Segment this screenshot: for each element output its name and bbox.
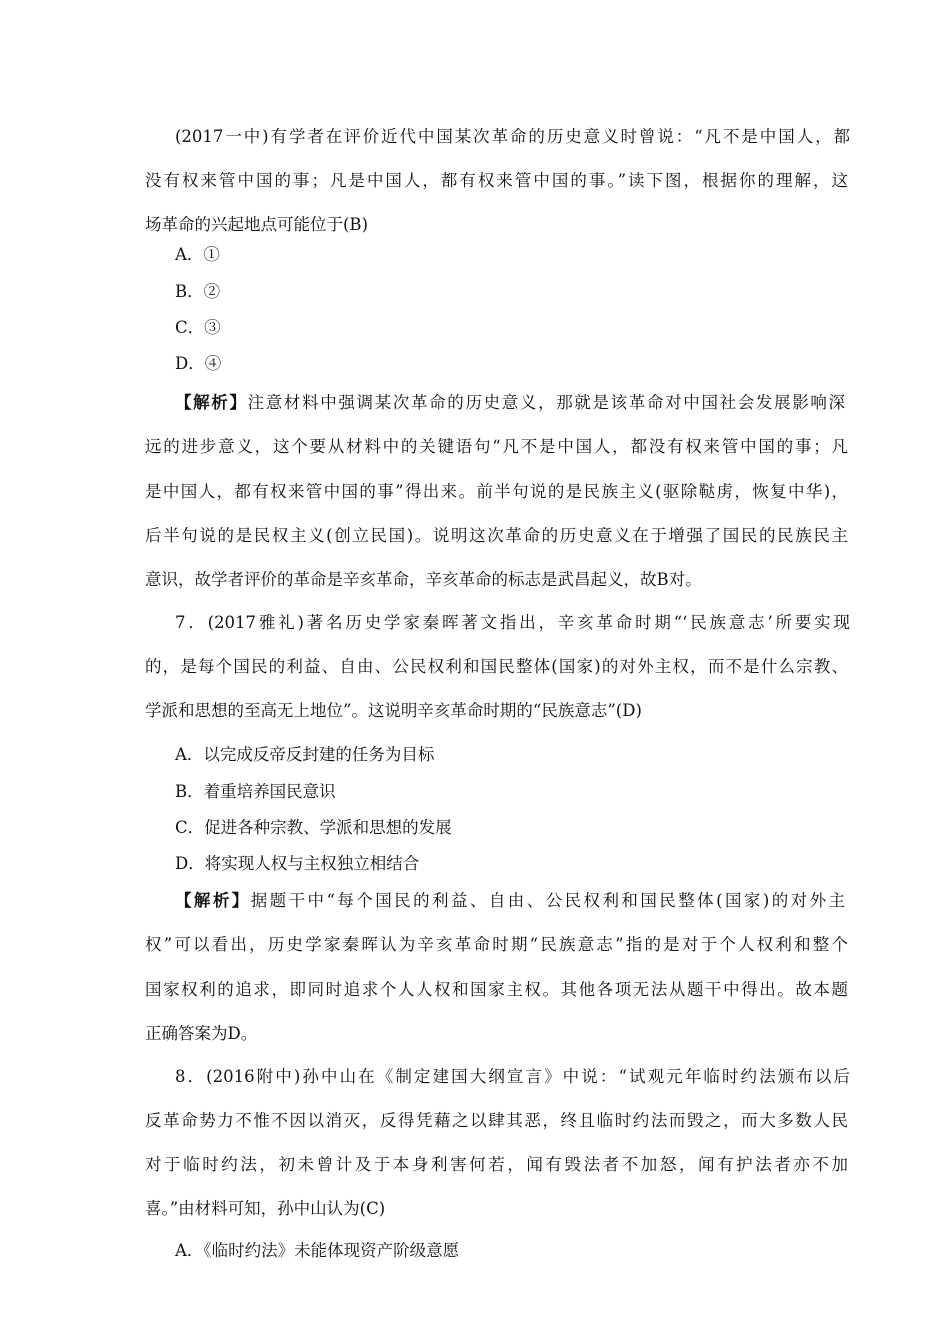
- q6-analysis-line-5: 意识，故学者评价的革命是辛亥革命，辛亥革命的标志是武昌起义，故B对。: [145, 570, 702, 589]
- q7-option-b: B．着重培养国民意识: [175, 782, 336, 801]
- q8-stem-line-2: 反革命势力不惟不因以消灭，反得凭藉之以肆其恶，终且临时约法而毁之，而大多数人民: [145, 1111, 848, 1130]
- q6-analysis-line-4: 后半句说的是民权主义(创立民国)。说明这次革命的历史意义在于增强了国民的民族民主: [145, 526, 848, 545]
- analysis-tag: 【解析】: [175, 891, 251, 910]
- q7-option-a: A．以完成反帝反封建的任务为目标: [175, 745, 435, 764]
- analysis-tag: 【解析】: [175, 393, 248, 412]
- q6-analysis-line-2: 远的进步意义，这个要从材料中的关键语句“凡不是中国人，都没有权来管中国的事；凡: [145, 437, 848, 456]
- q7-option-d: D．将实现人权与主权独立相结合: [175, 854, 420, 873]
- q6-analysis-line-3: 是中国人，都有权来管中国的事”得出来。前半句说的是民族主义(驱除鞑虏，恢复中华)，: [145, 482, 848, 501]
- q6-option-b: B．②: [175, 282, 221, 301]
- q8-stem-line-3: 对于临时约法，初未曾计及于本身利害何若，闻有毁法者不加怒，闻有护法者亦不加: [145, 1155, 848, 1174]
- q6-stem-line-2: 没有权来管中国的事；凡是中国人，都有权来管中国的事。”读下图，根据你的理解，这: [145, 171, 848, 190]
- q6-analysis-line-1: 【解析】注意材料中强调某次革命的历史意义，那就是该革命对中国社会发展影响深: [175, 393, 846, 412]
- q6-option-a: A．①: [175, 245, 220, 264]
- q7-analysis-line-2: 权”可以看出，历史学家秦晖认为辛亥革命时期“民族意志”指的是对于个人权利和整个: [145, 935, 848, 954]
- q7-analysis-line-3: 国家权利的追求，即同时追求个人人权和国家主权。其他各项无法从题干中得出。故本题: [145, 980, 848, 999]
- q8-stem-line-1: 8．(2016附中)孙中山在《制定建国大纲宣言》中说：“试观元年临时约法颁布以后: [175, 1067, 850, 1086]
- q8-option-a: A．《临时约法》未能体现资产阶级意愿: [175, 1241, 460, 1260]
- q7-stem-line-2: 的，是每个国民的利益、自由、公民权利和国民整体(国家)的对外主权，而不是什么宗教、: [145, 657, 848, 676]
- q7-analysis-line-4: 正确答案为D。: [145, 1024, 258, 1043]
- q7-option-c: C．促进各种宗教、学派和思想的发展: [175, 818, 452, 837]
- q6-stem-line-3: 场革命的兴起地点可能位于(B): [145, 215, 368, 234]
- q6-option-d: D．④: [175, 354, 222, 373]
- q7-analysis-line-1: 【解析】据题干中“每个国民的利益、自由、公民权利和国民整体(国家)的对外主: [175, 891, 846, 910]
- q8-stem-line-4: 喜。”由材料可知，孙中山认为(C): [145, 1199, 386, 1218]
- q7-stem-line-3: 学派和思想的至高无上地位”。这说明辛亥革命时期的“民族意志”(D): [145, 701, 642, 720]
- q7-stem-line-1: 7．(2017雅礼)著名历史学家秦晖著文指出，辛亥革命时期“‘民族意志’所要实现: [175, 613, 850, 632]
- q6-stem-line-1: (2017一中)有学者在评价近代中国某次革命的历史意义时曾说：“凡不是中国人，都: [175, 127, 850, 146]
- q6-option-c: C．③: [175, 318, 221, 337]
